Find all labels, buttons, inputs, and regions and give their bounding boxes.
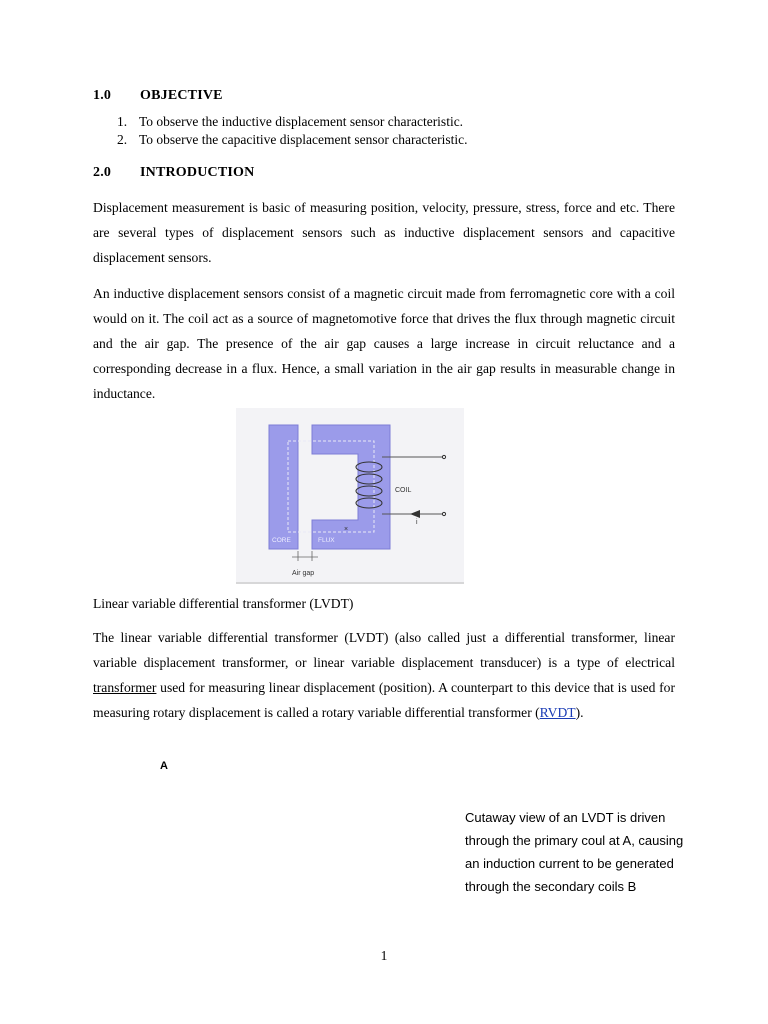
core-label: CORE: [272, 537, 291, 544]
current-label: i: [416, 519, 418, 526]
lvdt-heading: Linear variable differential transformer (LVDT): [93, 596, 354, 611]
lvdt-figure-caption: Cutaway view of an LVDT is driven through the primary coul at A, causing an induction current to be generated through the secondary coils B: [465, 810, 684, 894]
lvdt-text-2: used for measuring linear displacement (position). A counterpart to this device that is used for measuring rotary displacement is called a rotary variable differential transformer (: [93, 680, 675, 720]
rvdt-link[interactable]: RVDT: [539, 705, 576, 720]
inductive-sensor-figure: [236, 408, 464, 584]
flux-marker-icon: ×: [344, 526, 349, 533]
objective-list: [117, 113, 468, 149]
i-core: [269, 425, 298, 549]
section-title: INTRODUCTION: [140, 165, 255, 180]
list-item-text: To observe the inductive displacement sensor characteristic.: [139, 114, 464, 129]
coil-label: COIL: [395, 487, 412, 494]
magnetic-circuit-diagram: [236, 408, 464, 584]
page-number: 1: [380, 948, 388, 963]
lvdt-text-1: The linear variable differential transformer (LVDT) (also called just a differential transformer, linear variable displacement transformer, or linear variable displacement transducer) is a type of electrical: [93, 630, 675, 670]
lvdt-text-3: ).: [575, 705, 584, 720]
section-heading-introduction: [93, 165, 254, 181]
flux-label: FLUX: [318, 537, 335, 544]
section-heading-objective: [93, 88, 223, 104]
section-number: 1.0: [93, 88, 112, 103]
lvdt-paragraph: [93, 625, 675, 725]
list-item-number: 2.: [117, 132, 128, 147]
section-number: 2.0: [93, 165, 112, 180]
section-title: OBJECTIVE: [140, 88, 223, 103]
list-item: [117, 113, 468, 131]
transformer-link[interactable]: transformer: [93, 680, 157, 695]
figure-letter-a: A: [160, 760, 168, 772]
list-item: [117, 131, 468, 149]
list-item-text: To observe the capacitive displacement sensor characteristic.: [139, 132, 468, 147]
air-gap-label: Air gap: [292, 570, 315, 577]
intro-paragraph-1: Displacement measurement is basic of measuring position, velocity, pressure, stress, force and etc. There are several types of displacement sensors such as inductive displacement sensors and capacitive displacement sensors.: [93, 200, 675, 265]
list-item-number: 1.: [117, 114, 128, 129]
intro-paragraph-2: An inductive displacement sensors consist of a magnetic circuit made from ferromagnetic core with a coil would on it. The coil act as a source of magnetomotive force that drives the flux through magnetic circuit and the air gap. The presence of the air gap causes a large increase in circuit reluctance and a corresponding decrease in a flux. Hence, a small variation in the air gap results in measurable change in inductance.: [93, 286, 675, 401]
